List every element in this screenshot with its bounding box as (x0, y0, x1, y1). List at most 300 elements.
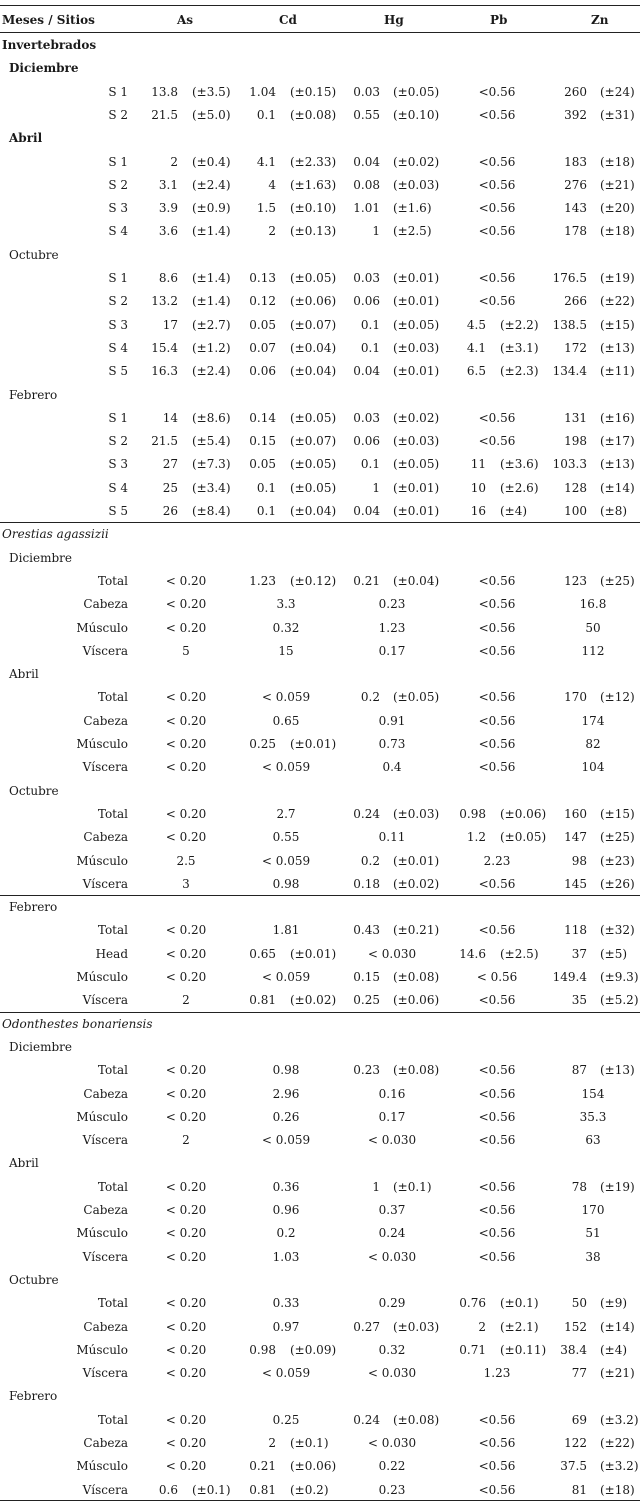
cell-value: <0.56 (478, 1063, 516, 1078)
cell-value: <0.56 (478, 713, 516, 728)
cell-value: < 0.20 (165, 1296, 207, 1311)
cell-value: <0.56 (478, 1109, 516, 1124)
cell-sd: (±0.10) (393, 107, 440, 122)
cell-value: 2 (478, 1319, 486, 1334)
cell-sd: (±12) (600, 690, 635, 705)
cell-value: 1.2 (466, 830, 486, 845)
cell-value: 122 (564, 1436, 587, 1450)
cell-value: 0.15 (249, 434, 276, 449)
cell-sd: (±16) (600, 410, 635, 425)
cell-value: 0.25 (249, 737, 276, 751)
cell-sd: (±22) (600, 1436, 635, 1450)
cell-value: 170 (564, 690, 587, 705)
month-label: Febrero (9, 900, 58, 915)
cell-value: 0.55 (272, 830, 300, 845)
cell-value: 0.76 (459, 1296, 486, 1311)
cell-value: <0.56 (478, 154, 516, 169)
cell-sd: (±0.11) (500, 1342, 547, 1357)
cell-value: 0.97 (272, 1319, 300, 1334)
cell-sd: (±0.08) (393, 1412, 440, 1427)
cell-value: 2.96 (272, 1086, 300, 1101)
cell-value: 50 (571, 1296, 587, 1311)
cell-value: < 0.20 (165, 1179, 207, 1194)
cell-value: 0.98 (459, 806, 486, 821)
row-label: S 1 (108, 271, 128, 285)
cell-sd: (±0.21) (393, 923, 440, 938)
row-label: Músculo (76, 853, 128, 868)
row-label: S 3 (108, 201, 128, 216)
cell-value: <0.56 (478, 1203, 516, 1217)
cell-value: 0.29 (378, 1296, 406, 1311)
cell-sd: (±2.3) (500, 364, 539, 379)
cell-value: 0.04 (353, 364, 380, 379)
cell-sd: (±4) (500, 504, 528, 518)
row-label: Víscera (82, 1133, 128, 1148)
cell-value: 0.33 (272, 1296, 300, 1311)
cell-sd: (±22) (600, 294, 635, 309)
cell-value: 0.27 (353, 1319, 380, 1334)
cell-sd: (±0.06) (393, 993, 440, 1008)
cell-sd: (±1.6) (393, 201, 432, 216)
cell-sd: (±3.6) (500, 457, 539, 472)
cell-value: 0.65 (272, 713, 300, 728)
cell-value: < 0.20 (165, 923, 207, 938)
cell-sd: (±0.07) (290, 434, 337, 449)
cell-sd: (±15) (600, 806, 635, 821)
cell-value: 2 (268, 224, 276, 239)
row-label: S 1 (108, 154, 128, 169)
cell-value: 77 (571, 1366, 587, 1381)
cell-sd: (±0.2) (290, 1482, 329, 1497)
cell-value: 17 (162, 317, 178, 332)
cell-value: < 0.20 (165, 830, 207, 845)
cell-value: 4.1 (466, 340, 486, 355)
cell-value: 0.17 (378, 1109, 406, 1124)
cell-value: 6.5 (466, 364, 486, 379)
cell-value: 81 (571, 1482, 587, 1497)
row-label: S 4 (108, 224, 128, 239)
cell-value: 50 (585, 620, 601, 635)
row-label: Víscera (82, 643, 128, 658)
cell-value: 2.5 (176, 853, 196, 868)
row-label: Total (97, 1063, 128, 1078)
cell-value: 103.3 (552, 457, 587, 472)
cell-value: 51 (585, 1226, 601, 1241)
row-label: Cabeza (83, 1086, 128, 1101)
cell-sd: (±0.05) (393, 457, 440, 472)
cell-value: 1.5 (256, 201, 276, 216)
row-label: Víscera (82, 876, 128, 891)
row-label: Cabeza (83, 830, 128, 845)
cell-value: 3 (182, 876, 190, 891)
cell-value: 0.37 (378, 1203, 406, 1217)
cell-value: < 0.20 (165, 1063, 207, 1078)
section-rule (0, 895, 640, 896)
cell-sd: (±0.05) (290, 410, 337, 425)
cell-value: 0.16 (378, 1086, 406, 1101)
cell-value: <0.56 (478, 573, 516, 588)
cell-value: 0.06 (353, 294, 380, 309)
cell-sd: (±9.3) (600, 970, 639, 984)
cell-value: 0.26 (272, 1109, 300, 1124)
cell-value: 0.05 (249, 457, 276, 472)
cell-value: 0.18 (353, 876, 380, 891)
cell-value: < 0.059 (261, 1366, 311, 1381)
cell-value: 100 (564, 504, 587, 518)
cell-value: 35.3 (579, 1109, 607, 1124)
row-label: S 2 (108, 177, 128, 192)
cell-sd: (±26) (600, 876, 635, 891)
cell-sd: (±0.04) (393, 573, 440, 588)
cell-value: 0.96 (272, 1203, 300, 1217)
cell-value: <0.56 (478, 993, 516, 1008)
cell-value: 0.43 (353, 923, 380, 938)
cell-value: < 0.059 (261, 970, 311, 984)
cell-value: <0.56 (478, 84, 516, 99)
row-label: Víscera (82, 993, 128, 1008)
cell-sd: (±21) (600, 1366, 635, 1381)
cell-value: < 0.20 (165, 970, 207, 984)
cell-sd: (±0.09) (290, 1342, 337, 1357)
header-hg: Hg (384, 13, 404, 27)
cell-value: < 0.56 (476, 970, 518, 984)
month-label: Diciembre (9, 61, 79, 76)
cell-sd: (±1.2) (192, 340, 231, 355)
cell-value: 0.23 (378, 597, 406, 612)
row-label: S 5 (108, 504, 128, 518)
cell-value: 0.36 (272, 1179, 300, 1194)
cell-value: 0.06 (353, 434, 380, 449)
cell-sd: (±0.05) (290, 457, 337, 472)
header-zn: Zn (591, 13, 609, 27)
cell-value: 0.08 (353, 177, 380, 192)
cell-sd: (±0.15) (290, 84, 337, 99)
cell-value: 2 (182, 993, 190, 1008)
cell-sd: (±0.05) (500, 830, 547, 845)
month-label: Octubre (9, 783, 59, 798)
cell-value: 69 (571, 1412, 587, 1427)
cell-sd: (±0.9) (192, 201, 231, 216)
cell-sd: (±0.08) (393, 1063, 440, 1078)
month-label: Diciembre (9, 550, 73, 565)
row-label: Víscera (82, 1482, 128, 1497)
cell-value: 2.23 (483, 853, 511, 868)
cell-sd: (±1.63) (290, 177, 337, 192)
cell-sd: (±0.01) (290, 737, 337, 751)
cell-value: 14.6 (459, 946, 486, 961)
cell-value: <0.56 (478, 201, 516, 216)
cell-sd: (±0.05) (290, 480, 337, 495)
cell-value: < 0.20 (165, 760, 207, 775)
cell-sd: (±1.4) (192, 271, 231, 285)
row-label: Músculo (76, 1459, 128, 1474)
cell-value: 0.23 (378, 1482, 406, 1497)
cell-value: 0.23 (353, 1063, 380, 1078)
row-label: S 1 (108, 410, 128, 425)
cell-value: < 0.20 (165, 1459, 207, 1474)
cell-sd: (±32) (600, 923, 635, 938)
cell-value: 3.3 (276, 597, 296, 612)
cell-sd: (±0.01) (393, 480, 440, 495)
cell-sd: (±20) (600, 201, 635, 216)
month-label: Abril (9, 1156, 39, 1171)
top-rule (0, 5, 640, 6)
cell-sd: (±2.5) (500, 946, 539, 961)
cell-sd: (±13) (600, 1063, 635, 1078)
cell-sd: (±15) (600, 317, 635, 332)
cell-sd: (±8.4) (192, 504, 231, 518)
cell-value: 0.07 (249, 340, 276, 355)
cell-sd: (±2.4) (192, 364, 231, 379)
cell-value: <0.56 (478, 876, 516, 891)
cell-value: 266 (564, 294, 587, 309)
row-label: S 5 (108, 364, 128, 379)
cell-sd: (±21) (600, 177, 635, 192)
cell-sd: (±0.03) (393, 806, 440, 821)
cell-sd: (±2.5) (393, 224, 432, 239)
row-label: S 4 (108, 480, 128, 495)
group-rule (0, 1012, 640, 1013)
cell-value: 8.6 (158, 271, 178, 285)
cell-value: <0.56 (478, 597, 516, 612)
header-pb: Pb (490, 13, 508, 27)
cell-value: 13.2 (151, 294, 178, 309)
cell-value: 37.5 (560, 1459, 587, 1474)
cell-value: 0.05 (249, 317, 276, 332)
cell-sd: (±2.2) (500, 317, 539, 332)
cell-value: 174 (581, 713, 605, 728)
cell-value: < 0.20 (165, 1226, 207, 1241)
cell-sd: (±5.4) (192, 434, 231, 449)
cell-sd: (±0.08) (290, 107, 337, 122)
cell-value: <0.56 (478, 620, 516, 635)
cell-sd: (±13) (600, 457, 635, 472)
row-label: Cabeza (83, 597, 128, 612)
cell-sd: (±0.01) (393, 364, 440, 379)
cell-value: 0.11 (378, 830, 406, 845)
cell-value: 63 (585, 1133, 601, 1148)
cell-sd: (±5) (600, 946, 628, 961)
cell-sd: (±0.05) (393, 690, 440, 705)
cell-sd: (±11) (600, 364, 635, 379)
cell-value: 21.5 (151, 107, 178, 122)
cell-value: 0.24 (353, 1412, 380, 1427)
cell-value: 0.73 (378, 737, 406, 751)
row-label: S 4 (108, 340, 128, 355)
cell-value: 0.15 (353, 970, 380, 984)
cell-value: 2.7 (276, 806, 296, 821)
cell-value: 78 (571, 1179, 587, 1194)
cell-value: 143 (564, 201, 587, 216)
cell-value: 176.5 (552, 271, 587, 285)
cell-sd: (±2.4) (192, 177, 231, 192)
cell-value: < 0.20 (165, 1086, 207, 1101)
cell-sd: (±25) (600, 573, 635, 588)
cell-sd: (±0.05) (393, 84, 440, 99)
cell-value: 2 (170, 154, 178, 169)
cell-value: <0.56 (478, 1436, 516, 1450)
row-label: Total (97, 573, 128, 588)
cell-value: 0.98 (272, 1063, 300, 1078)
cell-value: <0.56 (478, 271, 516, 285)
row-label: Total (97, 690, 128, 705)
cell-sd: (±0.02) (290, 993, 337, 1008)
row-label: Total (97, 1412, 128, 1427)
row-label: Total (97, 1179, 128, 1194)
row-label: Cabeza (83, 1203, 128, 1217)
cell-sd: (±3.2) (600, 1459, 639, 1474)
cell-value: 138.5 (552, 317, 587, 332)
cell-value: 37 (571, 946, 587, 961)
cell-value: 0.98 (249, 1342, 276, 1357)
cell-value: 2 (268, 1436, 276, 1450)
cell-value: < 0.20 (165, 1366, 207, 1381)
cell-sd: (±13) (600, 340, 635, 355)
cell-value: 5 (182, 643, 190, 658)
cell-value: 16.8 (579, 597, 607, 612)
cell-value: 0.2 (360, 690, 380, 705)
row-label: Víscera (82, 1249, 128, 1264)
cell-value: 0.1 (256, 504, 276, 518)
cell-value: <0.56 (478, 1412, 516, 1427)
cell-sd: (±0.02) (393, 154, 440, 169)
cell-value: 27 (162, 457, 178, 472)
cell-sd: (±3.1) (500, 340, 539, 355)
cell-sd: (±0.08) (393, 970, 440, 984)
cell-value: 0.81 (249, 1482, 276, 1497)
cell-sd: (±0.07) (290, 317, 337, 332)
cell-sd: (±7.3) (192, 457, 231, 472)
row-label: Músculo (76, 1109, 128, 1124)
cell-value: 170 (581, 1203, 605, 1217)
cell-value: 392 (564, 107, 587, 122)
cell-value: 26 (162, 504, 178, 518)
cell-value: 1.03 (272, 1249, 300, 1264)
cell-value: 87 (571, 1063, 587, 1078)
cell-sd: (±18) (600, 154, 635, 169)
cell-sd: (±18) (600, 224, 635, 239)
cell-sd: (±1.4) (192, 224, 231, 239)
month-label: Abril (9, 667, 39, 682)
cell-sd: (±0.04) (290, 504, 337, 518)
cell-value: < 0.20 (165, 946, 207, 961)
cell-value: 1.23 (378, 620, 406, 635)
cell-value: 0.25 (272, 1412, 300, 1427)
row-label: S 2 (108, 294, 128, 309)
cell-value: 1.23 (249, 573, 276, 588)
cell-value: 0.03 (353, 84, 380, 99)
cell-value: 178 (564, 224, 587, 239)
cell-sd: (±0.06) (290, 1459, 337, 1474)
month-label: Octubre (9, 1272, 59, 1287)
cell-value: 4.5 (466, 317, 486, 332)
cell-value: 13.8 (151, 84, 178, 99)
cell-sd: (±0.05) (393, 317, 440, 332)
cell-value: < 0.20 (165, 690, 207, 705)
cell-sd: (±0.03) (393, 1319, 440, 1334)
cell-value: < 0.030 (367, 1436, 417, 1450)
cell-value: 4 (268, 177, 276, 192)
cell-sd: (±0.04) (290, 340, 337, 355)
row-label: Total (97, 923, 128, 938)
header-rule (0, 32, 640, 33)
cell-value: 3.6 (158, 224, 178, 239)
cell-sd: (±0.03) (393, 177, 440, 192)
cell-value: 183 (564, 154, 587, 169)
row-label: Músculo (76, 970, 128, 984)
row-label: Total (97, 806, 128, 821)
cell-value: < 0.20 (165, 737, 207, 751)
header-cd: Cd (279, 13, 297, 27)
cell-sd: (±0.05) (290, 271, 337, 285)
cell-value: 0.98 (272, 876, 300, 891)
cell-value: 2 (182, 1133, 190, 1148)
cell-value: 0.03 (353, 271, 380, 285)
row-label: Músculo (76, 1342, 128, 1357)
cell-value: 0.32 (378, 1342, 406, 1357)
cell-value: 0.65 (249, 946, 276, 961)
cell-value: 35 (571, 993, 587, 1008)
cell-value: 1.81 (272, 923, 300, 938)
cell-value: 4.1 (256, 154, 276, 169)
cell-value: 118 (564, 923, 587, 938)
cell-sd: (±0.06) (290, 294, 337, 309)
cell-sd: (±0.01) (393, 853, 440, 868)
cell-value: 131 (564, 410, 587, 425)
cell-sd: (±3.2) (600, 1412, 639, 1427)
cell-value: < 0.20 (165, 1342, 207, 1357)
row-label: Víscera (82, 1366, 128, 1381)
cell-value: 0.1 (360, 457, 380, 472)
cell-sd: (±8) (600, 504, 628, 518)
cell-sd: (±0.01) (393, 294, 440, 309)
cell-sd: (±1.4) (192, 294, 231, 309)
cell-value: <0.56 (478, 1249, 516, 1264)
row-label: Head (95, 946, 128, 961)
month-label: Abril (9, 131, 43, 146)
cell-sd: (±17) (600, 434, 635, 449)
group-label: Orestias agassizii (2, 527, 109, 542)
row-label: Cabeza (83, 713, 128, 728)
cell-value: 0.13 (249, 271, 276, 285)
month-label: Octubre (9, 247, 59, 262)
row-label: S 1 (108, 84, 128, 99)
cell-value: 276 (564, 177, 587, 192)
cell-value: 0.14 (249, 410, 276, 425)
cell-value: 0.6 (158, 1482, 178, 1497)
cell-sd: (±0.01) (393, 271, 440, 285)
cell-sd: (±23) (600, 853, 635, 868)
cell-value: 145 (564, 876, 587, 891)
group-label: Odonthestes bonariensis (2, 1016, 153, 1031)
cell-value: < 0.030 (367, 1133, 417, 1148)
cell-value: 16 (470, 504, 486, 518)
cell-value: <0.56 (478, 1133, 516, 1148)
cell-value: 172 (564, 340, 587, 355)
cell-sd: (±0.03) (393, 434, 440, 449)
cell-value: 198 (564, 434, 587, 449)
cell-sd: (±2.33) (290, 154, 337, 169)
cell-sd: (±8.6) (192, 410, 231, 425)
cell-value: 1 (372, 480, 380, 495)
cell-value: < 0.20 (165, 573, 207, 588)
cell-value: <0.56 (478, 1179, 516, 1194)
cell-value: 0.1 (360, 340, 380, 355)
row-label: Cabeza (83, 1319, 128, 1334)
cell-value: <0.56 (478, 1482, 516, 1497)
cell-value: < 0.20 (165, 1319, 207, 1334)
row-label: Músculo (76, 737, 128, 751)
